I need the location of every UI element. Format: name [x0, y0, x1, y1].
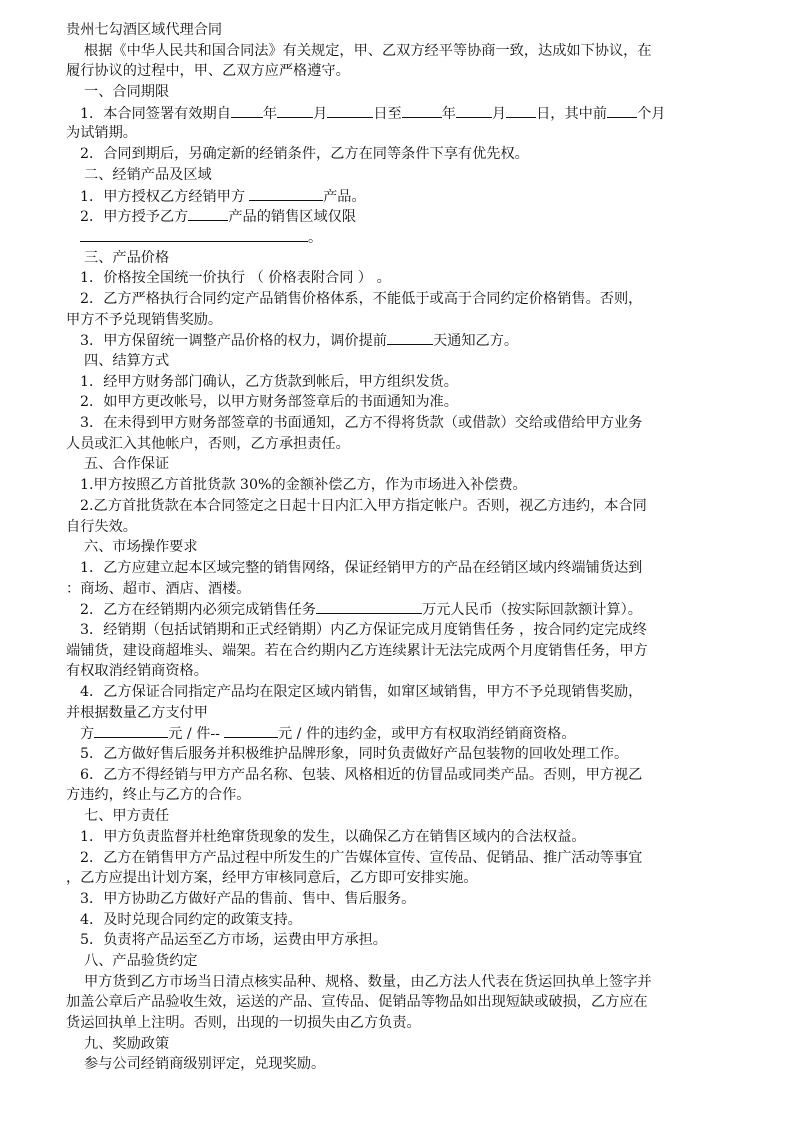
- clause-6-2: 2．乙方在经销期内必须完成销售任务 万元人民币（按实际回款额计算）。: [66, 599, 730, 620]
- clause-6-6-cont: 方违约，终止与乙方的合作。: [66, 787, 251, 804]
- section-heading-4: 四、结算方式: [84, 353, 170, 369]
- intro-line-1: 根据《中华人民共和国合同法》有关规定，甲、乙双方经平等协商一致，达成如下协议，在: [84, 42, 652, 59]
- clause-4-3: 3．在未得到甲方财务部签章的书面通知，乙方不得将货款（或借款）交给或借给甲方业务: [80, 415, 643, 432]
- blank-field[interactable]: [607, 103, 637, 118]
- clause-3-2-cont: 甲方不予兑现销售奖励。: [66, 311, 223, 328]
- blank-field[interactable]: [224, 723, 278, 738]
- clause-4-1: 1．经甲方财务部门确认，乙方货款到帐后，甲方组织发货。: [80, 373, 458, 390]
- section-heading-5: 五、合作保证: [84, 456, 170, 473]
- blank-field[interactable]: [506, 103, 536, 118]
- contract-document: [66, 20, 730, 1075]
- clause-4-3-cont: 人员或汇入其他帐户，否则，乙方承担责任。: [66, 435, 350, 452]
- blank-field[interactable]: [249, 186, 323, 201]
- intro-line-2: 履行协议的过程中，甲、乙双方应严格遵守。: [66, 63, 350, 80]
- clause-6-3-cont-2: 有权取消经销商资格。: [66, 663, 208, 680]
- clause-8-line-2: 加盖公章后产品验收生效，运送的产品、宣传品、促销品等物品如出现短缺或破损，乙方应在: [66, 994, 648, 1011]
- clause-6-6: 6．乙方不得经销与甲方产品名称、包装、风格相近的仿冒品或同类产品。否则，甲方视乙: [80, 766, 643, 783]
- clause-7-4: 4．及时兑现合同约定的政策支持。: [80, 911, 302, 928]
- clause-6-4: 4．乙方保证合同指定产品均在限定区域内销售，如窜区域销售，甲方不予兑现销售奖励，: [80, 684, 643, 700]
- blank-field[interactable]: [402, 103, 442, 118]
- section-heading-1: 一、合同期限: [84, 84, 170, 101]
- clause-3-2: 2．乙方严格执行合同约定产品销售价格体系，不能低于或高于合同约定价格销售。否则，: [80, 290, 643, 307]
- clause-1-1: 1．本合同签署有效期自 年 月 日至 年 月 日，其中前 个月: [66, 103, 730, 124]
- section-heading-9: 九、奖励政策: [84, 1035, 170, 1052]
- section-heading-3: 三、产品价格: [84, 249, 170, 266]
- section-heading-8: 八、产品验货约定: [84, 952, 198, 969]
- section-heading-6: 六、市场操作要求: [84, 539, 198, 556]
- blank-field[interactable]: [456, 103, 492, 118]
- clause-2-1: 1．甲方授权乙方经销甲方 产品。: [66, 186, 730, 207]
- clause-1-1-cont: 为试销期。: [66, 125, 137, 142]
- blank-field[interactable]: [387, 330, 433, 345]
- clause-6-1-cont: ：商场、超市、酒店、酒楼。: [66, 580, 251, 597]
- blank-field[interactable]: [94, 723, 168, 738]
- clause-6-1: 1．乙方应建立起本区域完整的销售网络，保证经销甲方的产品在经销区域内终端铺货达到: [80, 559, 643, 576]
- clause-7-5: 5．负责将产品运至乙方市场，运费由甲方承担。: [80, 932, 387, 949]
- section-heading-7: 七、甲方责任: [84, 808, 170, 825]
- clause-5-1: 1.甲方按照乙方首批货款 30%的金额补偿乙方，作为市场进入补偿费。: [80, 477, 527, 494]
- blank-field[interactable]: [277, 103, 313, 118]
- clause-3-3: 3．甲方保留统一调整产品价格的权力，调价提前 天通知乙方。: [66, 330, 730, 351]
- clause-7-2: 2．乙方在销售甲方产品过程中所发生的广告媒体宣传、宣传品、促销品、推广活动等事宜: [80, 849, 643, 866]
- clause-6-3-cont-1: 端铺货，建设商超堆头、端架。若在合约期内乙方连续累计无法完成两个月度销售任务，甲方: [66, 642, 648, 659]
- clause-6-4-cont-1: 并根据数量乙方支付甲: [66, 704, 208, 721]
- clause-1-2: 2．合同到期后，另确定新的经销条件，乙方在同等条件下享有优先权。: [80, 146, 529, 163]
- clause-8-line-1: 甲方货到乙方市场当日清点核实品种、规格、数量，由乙方法人代表在货运回执单上签字并: [84, 973, 652, 990]
- clause-2-2-cont: 。: [66, 227, 730, 248]
- clause-5-2-cont: 自行失效。: [66, 518, 137, 535]
- clause-7-3: 3．甲方协助乙方做好产品的售前、售中、售后服务。: [80, 890, 416, 907]
- clause-3-1: 1．价格按全国统一价执行 （ 价格表附合同 ） 。: [80, 270, 391, 287]
- blank-field[interactable]: [316, 599, 422, 614]
- clause-6-4-cont-2: 方 元 / 件-- 元 / 件的违约金，或甲方有权取消经销商资格。: [66, 723, 730, 744]
- clause-6-3: 3．经销期（包括试销期和正式经销期）内乙方保证完成月度销售任务 ，按合同约定完成终: [80, 621, 647, 638]
- blank-field[interactable]: [188, 206, 228, 221]
- blank-field[interactable]: [80, 227, 308, 242]
- blank-field[interactable]: [231, 103, 263, 118]
- clause-6-5: 5．乙方做好售后服务并积极维护品牌形象，同时负责做好产品包装物的回收处理工作。: [80, 746, 629, 763]
- section-heading-2: 二、经销产品及区域: [84, 166, 212, 183]
- clause-5-2: 2.乙方首批货款在本合同签定之日起十日内汇入甲方指定帐户。否则，视乙方违约，本合同: [80, 497, 647, 514]
- clause-8-line-3: 货运回执单上注明。否则，出现的一切损失由乙方负责。: [66, 1015, 421, 1031]
- clause-9-line-1: 参与公司经销商级别评定，兑现奖励。: [84, 1056, 326, 1073]
- blank-field[interactable]: [327, 103, 373, 118]
- clause-2-2: 2．甲方授予乙方 产品的销售区域仅限: [66, 206, 730, 227]
- document-title: 贵州七勾酒区域代理合同: [66, 22, 223, 38]
- clause-7-1: 1．甲方负责监督并杜绝窜货现象的发生，以确保乙方在销售区域内的合法权益。: [80, 828, 586, 845]
- clause-4-2: 2．如甲方更改帐号，以甲方财务部签章后的书面通知为准。: [80, 394, 458, 411]
- clause-7-2-cont: ，乙方应提出计划方案，经甲方审核同意后，乙方即可安排实施。: [66, 870, 478, 887]
